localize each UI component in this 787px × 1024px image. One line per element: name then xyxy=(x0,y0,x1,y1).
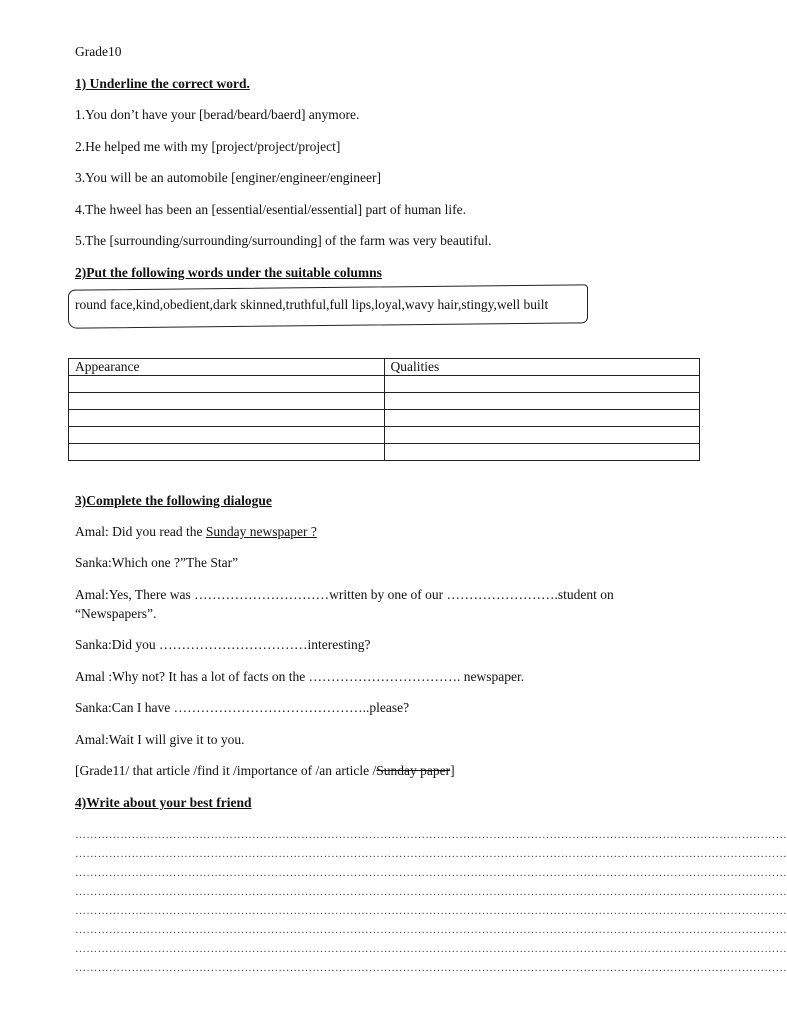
grade-label: Grade10 xyxy=(75,44,122,59)
section1-item-1: 1.You don’t have your [berad/beard/baerd] anymore. xyxy=(75,107,360,122)
qualities-cell[interactable] xyxy=(384,393,700,410)
section1-item-4: 4.The hweel has been an [essential/esential/essential] part of human life. xyxy=(75,202,466,217)
dialogue-line-3-continued: “Newspapers”. xyxy=(75,606,157,621)
section1-item-3: 3.You will be an automobile [enginer/engineer/engineer] xyxy=(75,170,382,185)
dialogue-line-2: Sanka:Which one ?”The Star” xyxy=(75,555,239,570)
sorting-table xyxy=(68,358,700,461)
appearance-cell[interactable] xyxy=(69,393,385,410)
dialogue-line-1-text: Amal: Did you read the xyxy=(75,524,206,539)
dialogue-line-3: Amal:Yes, There was …………………………written by one of our …………………….student on xyxy=(75,587,614,602)
appearance-column-header: Appearance xyxy=(69,359,385,376)
section2-heading: 2)Put the following words under the suitable columns xyxy=(75,265,382,280)
qualities-cell[interactable] xyxy=(384,444,700,461)
word-options xyxy=(75,763,455,779)
section1-heading: 1) Underline the correct word. xyxy=(75,76,250,91)
writing-line[interactable]: ……………………………………………………………………………………………………………………………………………………………………… xyxy=(75,943,787,955)
dialogue-line-6: Sanka:Can I have ……………………………………..please? xyxy=(75,700,410,715)
writing-line[interactable]: ……………………………………………………………………………………………………………………………………………………………………… xyxy=(75,962,787,974)
word-options-text: [Grade11/ that article /find it /importance of /an article / xyxy=(75,763,377,778)
writing-line[interactable]: ……………………………………………………………………………………………………………………………………………………………………… xyxy=(75,886,787,898)
table-row xyxy=(69,393,700,410)
appearance-cell[interactable] xyxy=(69,427,385,444)
writing-line[interactable]: ……………………………………………………………………………………………………………………………………………………………………… xyxy=(75,829,787,841)
dialogue-line-1 xyxy=(75,524,317,540)
table-header-row xyxy=(69,359,700,376)
section3-heading: 3)Complete the following dialogue xyxy=(75,493,272,508)
struck-option: Sunday paper xyxy=(376,763,451,778)
appearance-cell[interactable] xyxy=(69,410,385,427)
section1-item-2: 2.He helped me with my [project/project/project] xyxy=(75,139,341,154)
qualities-cell[interactable] xyxy=(384,410,700,427)
word-box xyxy=(68,284,588,328)
word-list: round face,kind,obedient,dark skinned,truthful,full lips,loyal,wavy hair,stingy,well built xyxy=(75,297,549,313)
dialogue-line-7: Amal:Wait I will give it to you. xyxy=(75,732,245,747)
table-row xyxy=(69,410,700,427)
writing-line[interactable]: ……………………………………………………………………………………………………………………………………………………………………… xyxy=(75,848,787,860)
word-options-close: ] xyxy=(450,763,455,778)
qualities-cell[interactable] xyxy=(384,376,700,393)
writing-line[interactable]: ……………………………………………………………………………………………………………………………………………………………………… xyxy=(75,905,787,917)
writing-line[interactable]: ……………………………………………………………………………………………………………………………………………………………………… xyxy=(75,867,787,879)
table-row xyxy=(69,376,700,393)
appearance-cell[interactable] xyxy=(69,376,385,393)
dialogue-line-5: Amal :Why not? It has a lot of facts on the ……………………………. newspaper. xyxy=(75,669,525,684)
section4-heading: 4)Write about your best friend xyxy=(75,795,252,810)
table-row xyxy=(69,444,700,461)
qualities-cell[interactable] xyxy=(384,427,700,444)
dialogue-line-4: Sanka:Did you ……………………………interesting? xyxy=(75,637,371,652)
section1-item-5: 5.The [surrounding/surrounding/surrounding] of the farm was very beautiful. xyxy=(75,233,492,248)
appearance-cell[interactable] xyxy=(69,444,385,461)
writing-line[interactable]: ……………………………………………………………………………………………………………………………………………………………………… xyxy=(75,924,787,936)
qualities-column-header: Qualities xyxy=(384,359,700,376)
table-row xyxy=(69,427,700,444)
sunday-newspaper-underlined: Sunday newspaper ? xyxy=(205,524,317,539)
